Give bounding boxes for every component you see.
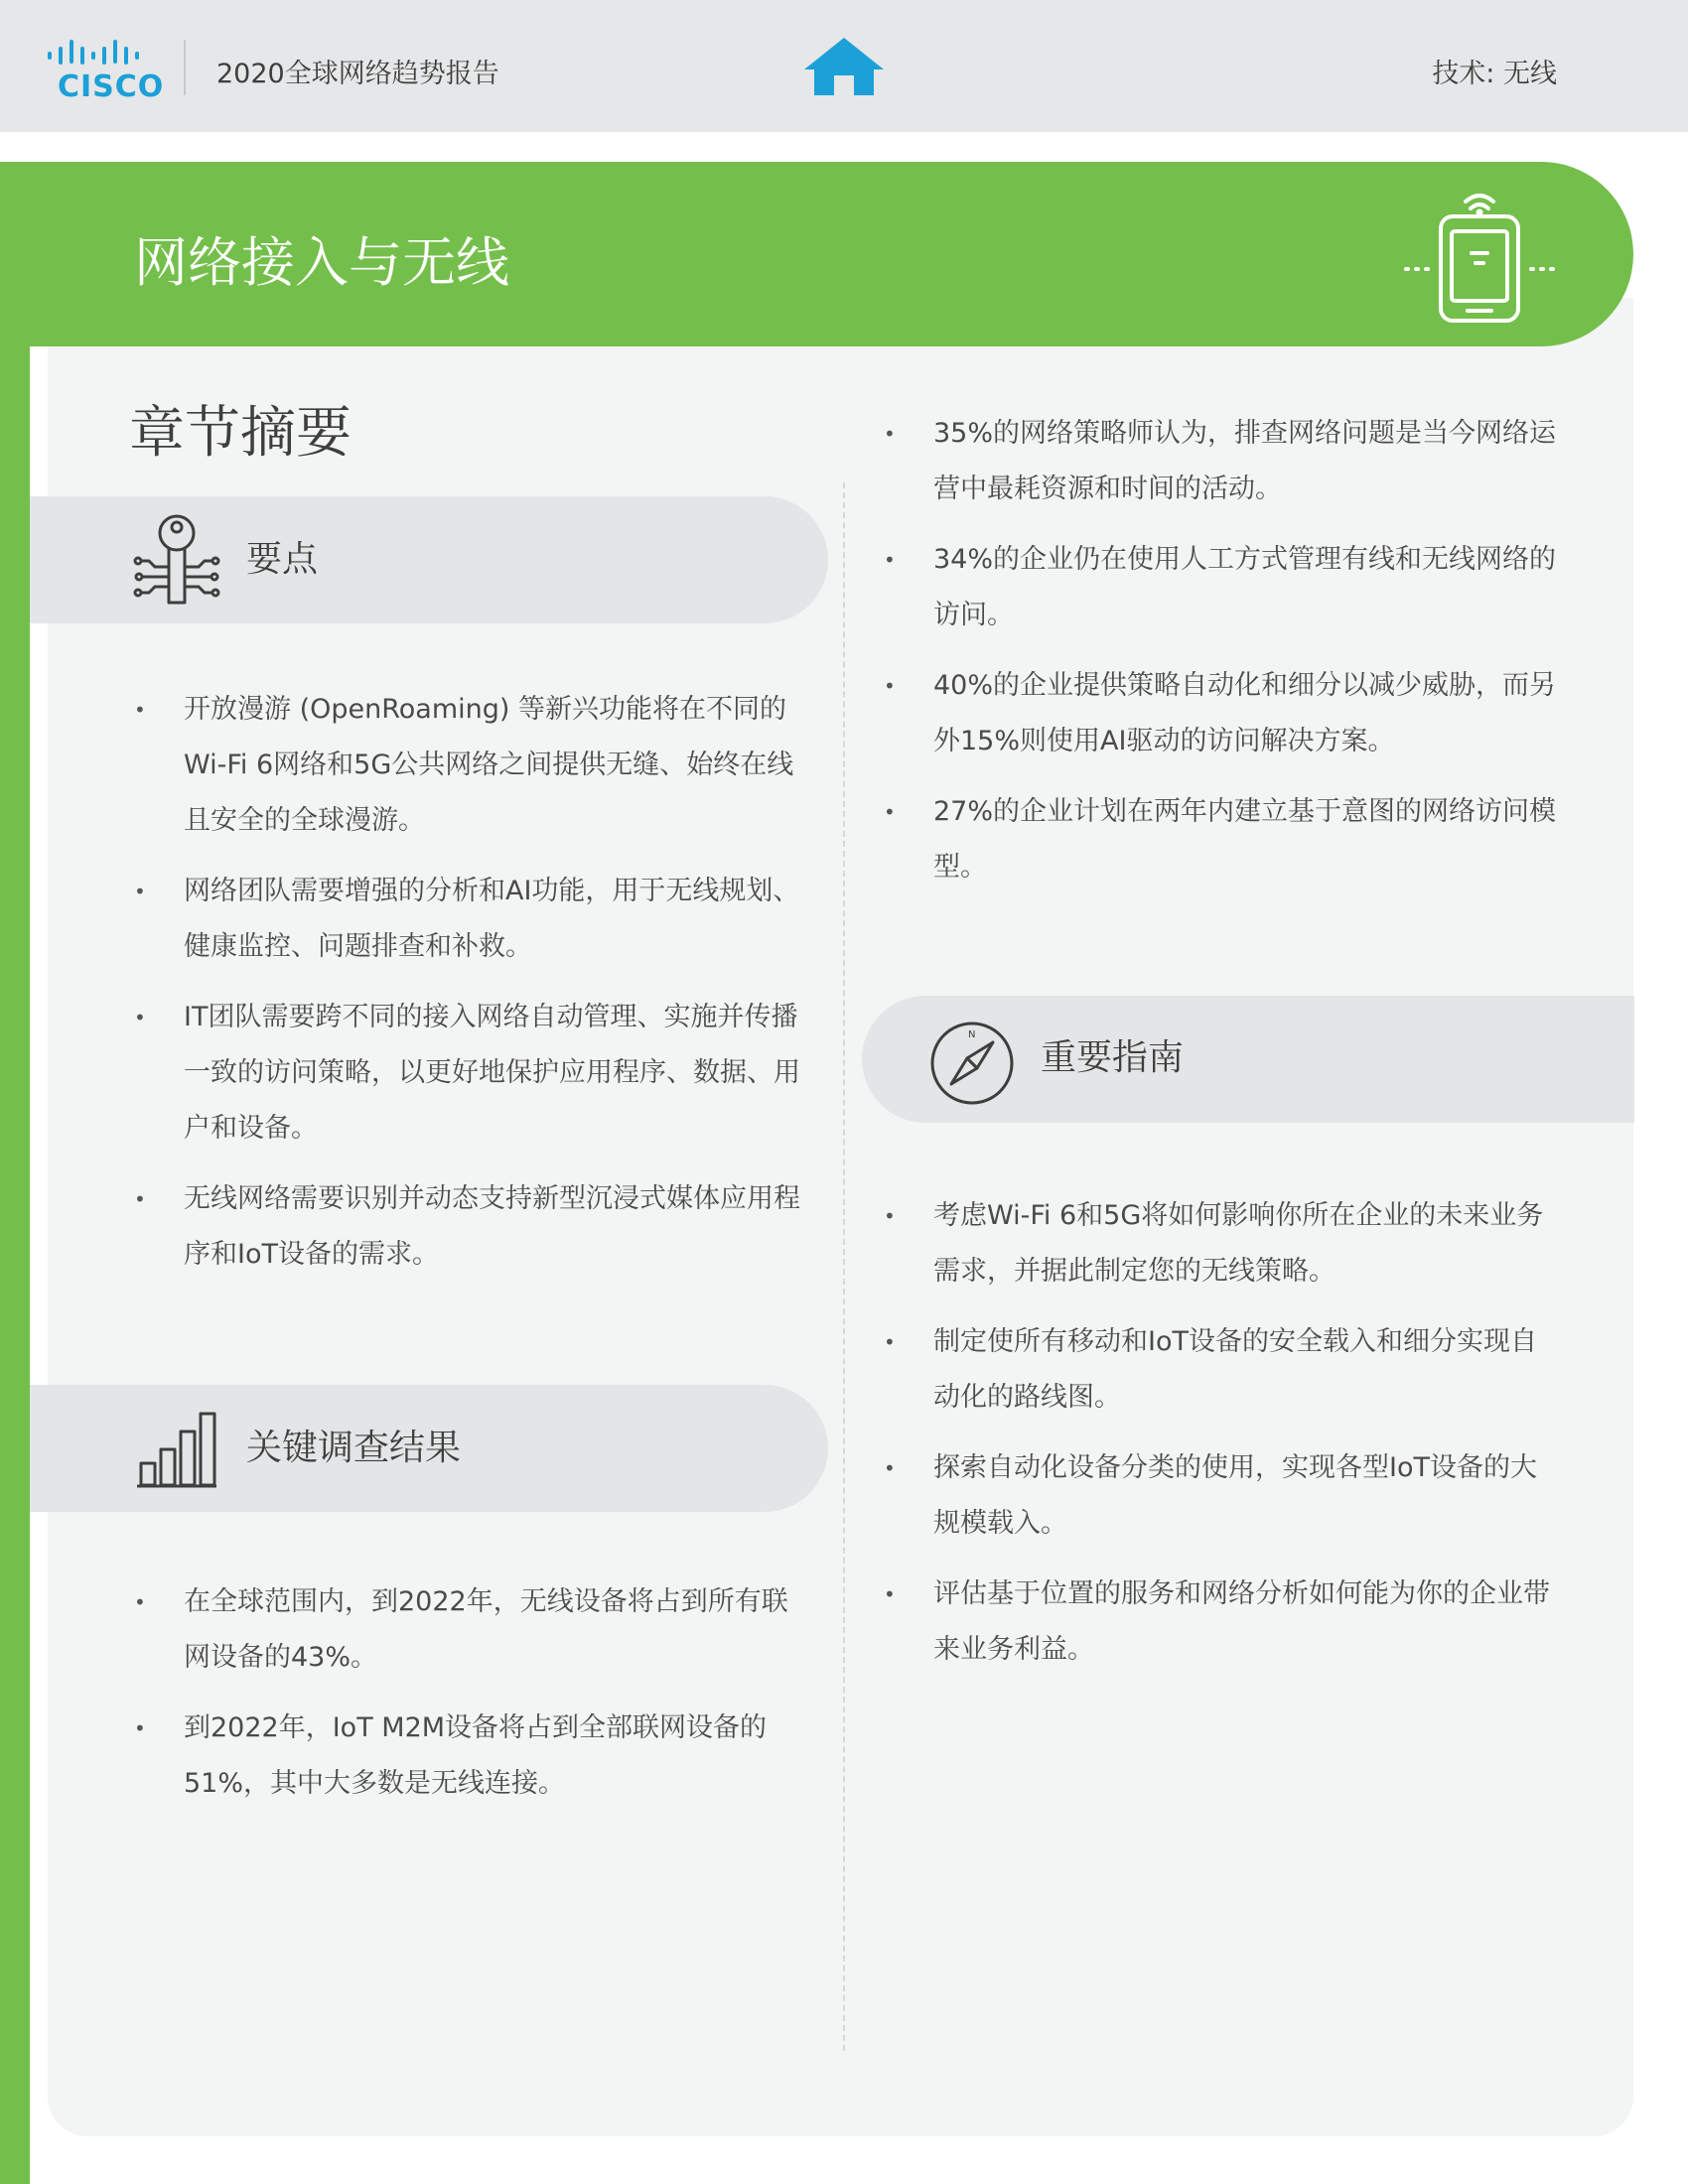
chapter-title: 网络接入与无线 xyxy=(134,231,509,294)
list-item: • 到2022年，IoT M2M设备将占到全部联网设备的51%，其中大多数是无线连接。 xyxy=(134,1701,809,1812)
home-icon[interactable] xyxy=(802,36,886,97)
cisco-logo[interactable] xyxy=(46,38,165,104)
cisco-bars-icon xyxy=(46,38,160,69)
list-item: • 34%的企业仍在使用人工方式管理有线和无线网络的访问。 xyxy=(884,532,1559,643)
list-item: • 40%的企业提供策略自动化和细分以减少威胁，而另外15%则使用AI驱动的访问解决方案。 xyxy=(884,658,1559,769)
key-points-list xyxy=(134,682,809,1297)
compass-icon xyxy=(925,1017,1019,1114)
tech-label: 技术: 无线 xyxy=(1432,59,1557,89)
findings-label: 关键调查结果 xyxy=(246,1428,462,1468)
column-divider xyxy=(843,482,845,2051)
list-item: • 探索自动化设备分类的使用，实现各型IoT设备的大规模载入。 xyxy=(884,1440,1559,1552)
left-accent-stripe xyxy=(0,162,30,2184)
list-item: • 在全球范围内，到2022年，无线设备将占到所有联网设备的43%。 xyxy=(134,1574,809,1686)
list-item: • 35%的网络策略师认为，排查网络问题是当今网络运营中最耗资源和时间的活动。 xyxy=(884,406,1559,517)
findings-list-continued xyxy=(884,406,1559,910)
list-item: • 网络团队需要增强的分析和AI功能，用于无线规划、健康监控、问题排查和补救。 xyxy=(134,864,809,975)
list-item: • 27%的企业计划在两年内建立基于意图的网络访问模型。 xyxy=(884,784,1559,895)
list-item: • 考虑Wi-Fi 6和5G将如何影响你所在企业的未来业务需求，并据此制定您的无线策略。 xyxy=(884,1188,1559,1299)
mobile-wifi-icon xyxy=(1400,182,1559,326)
list-item: • 制定使所有移动和IoT设备的安全载入和细分实现自动化的路线图。 xyxy=(884,1314,1559,1426)
list-item: • 评估基于位置的服务和网络分析如何能为你的企业带来业务利益。 xyxy=(884,1567,1559,1678)
list-item: • 无线网络需要识别并动态支持新型沉浸式媒体应用程序和IoT设备的需求。 xyxy=(134,1171,809,1283)
bar-chart-icon xyxy=(135,1408,218,1493)
guidance-label: 重要指南 xyxy=(1041,1037,1185,1078)
header-divider xyxy=(184,40,186,95)
list-item: • 开放漫游 (OpenRoaming) 等新兴功能将在不同的Wi-Fi 6网络和5G公共网络之间提供无缝、始终在线且安全的全球漫游。 xyxy=(134,682,809,849)
list-item: • IT团队需要跨不同的接入网络自动管理、实施并传播一致的访问策略，以更好地保护应用程序、数据、用户和设备。 xyxy=(134,990,809,1157)
key-circuit-icon xyxy=(129,511,224,614)
logo-text: CISCO xyxy=(58,69,165,104)
guidance-list xyxy=(884,1188,1559,1693)
header-bar xyxy=(0,0,1688,132)
section-title: 章节摘要 xyxy=(129,401,352,466)
report-title: 2020全球网络趋势报告 xyxy=(216,59,499,89)
svg-text:N: N xyxy=(968,1029,976,1040)
key-points-label: 要点 xyxy=(246,539,319,580)
findings-list xyxy=(134,1574,809,1827)
